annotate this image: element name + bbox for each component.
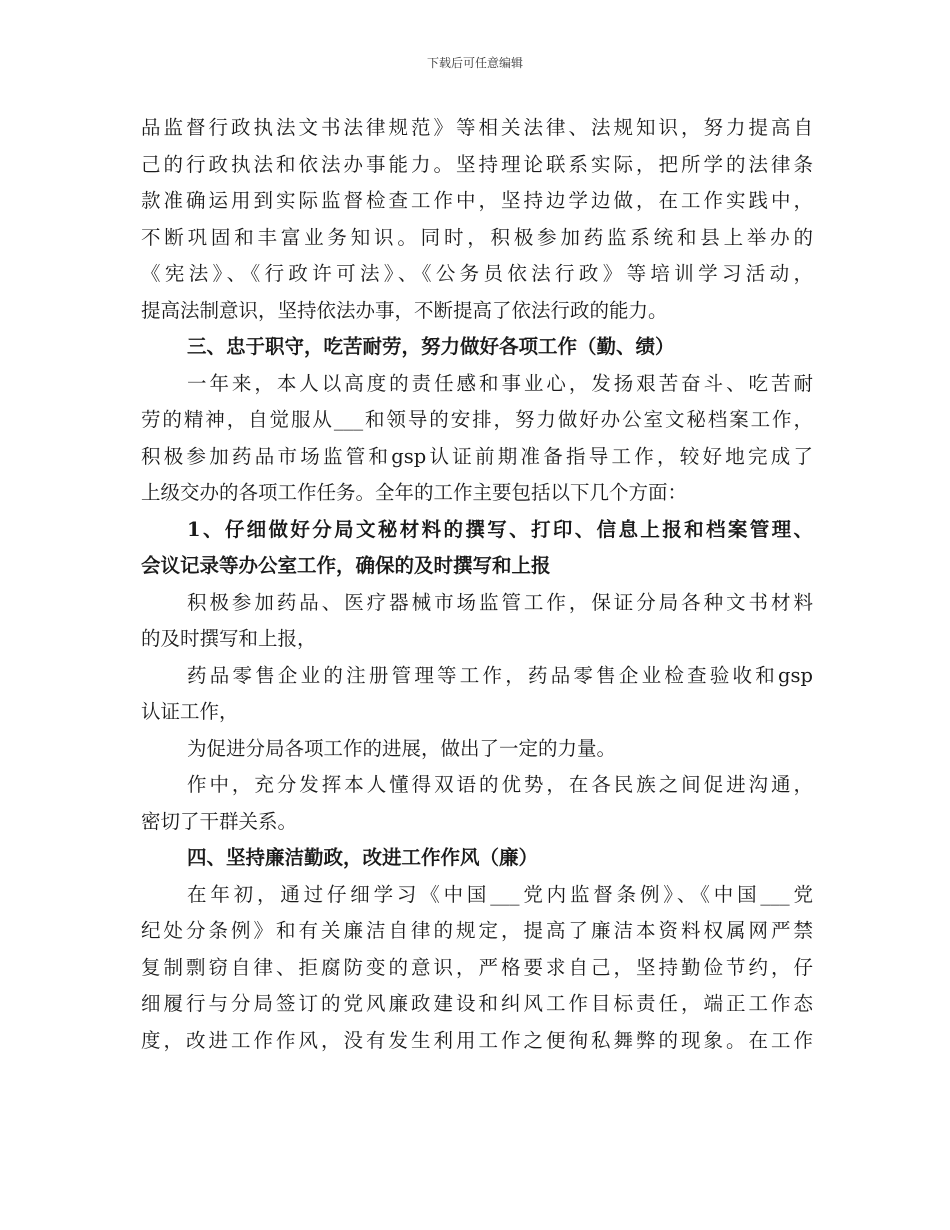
section-heading: 四、坚持廉洁勤政，改进工作作风（廉） bbox=[187, 846, 539, 869]
text-line: 药品零售企业的注册管理等工作，药品零售企业检查验收和gsp bbox=[187, 663, 813, 687]
text-line: 细履行与分局签订的党风廉政建设和纠风工作目标责任，端正工作态 bbox=[141, 992, 813, 1015]
document-body bbox=[141, 110, 813, 1059]
text-line: 上级交办的各项工作任务。全年的工作主要包括以下几个方面： bbox=[141, 481, 688, 504]
text-line: 提高法制意识，坚持依法办事，不断提高了依法行政的能力。 bbox=[141, 298, 668, 322]
subsection-heading: 会议记录等办公室工作，确保的及时撰写和上报 bbox=[141, 554, 551, 577]
text-line: 一年来，本人以高度的责任感和事业心，发扬艰苦奋斗、吃苦耐 bbox=[187, 371, 813, 395]
text-line: 劳的精神，自觉服从___和领导的安排，努力做好办公室文秘档案工作， bbox=[141, 408, 813, 431]
subsection-heading: 1、仔细做好分局文秘材料的撰写、打印、信息上报和档案管理、 bbox=[187, 517, 813, 541]
text-line: 品监督行政执法文书法律规范》等相关法律、法规知识，努力提高自 bbox=[141, 116, 813, 139]
text-line: 纪处分条例》和有关廉洁自律的规定，提高了廉洁本资料权属网严禁 bbox=[141, 919, 813, 942]
text-line: 认证工作， bbox=[141, 700, 239, 723]
text-line: 积极参加药品、医疗器械市场监管工作，保证分局各种文书材料 bbox=[187, 590, 813, 614]
text-line: 款准确运用到实际监督检查工作中，坚持边学边做，在工作实践中， bbox=[141, 189, 813, 212]
text-line: 《宪法》、《行政许可法》、《公务员依法行政》等培训学习活动， bbox=[141, 262, 813, 285]
text-line: 不断巩固和丰富业务知识。同时，积极参加药监系统和县上举办的 bbox=[141, 225, 813, 249]
text-line: 复制剽窃自律、拒腐防变的意识，严格要求自己，坚持勤俭节约，仔 bbox=[141, 955, 813, 979]
text-line: 密切了干群关系。 bbox=[141, 809, 298, 833]
text-line: 己的行政执法和依法办事能力。坚持理论联系实际，把所学的法律条 bbox=[141, 152, 813, 176]
text-line: 度，改进工作作风，没有发生利用工作之便徇私舞弊的现象。在工作 bbox=[141, 1028, 813, 1052]
text-line: 在年初，通过仔细学习《中国___党内监督条例》、《中国___党 bbox=[187, 882, 813, 906]
page-header: 下载后可任意编辑 bbox=[426, 56, 523, 70]
section-heading: 三、忠于职守，吃苦耐劳，努力做好各项工作（勤、绩） bbox=[187, 335, 675, 358]
text-line: 积极参加药品市场监管和gsp认证前期准备指导工作，较好地完成了 bbox=[141, 444, 813, 468]
text-line: 的及时撰写和上报， bbox=[141, 627, 317, 650]
text-line: 为促进分局各项工作的进展，做出了一定的力量。 bbox=[187, 736, 617, 760]
text-line: 作中，充分发挥本人懂得双语的优势，在各民族之间促进沟通， bbox=[187, 773, 813, 796]
